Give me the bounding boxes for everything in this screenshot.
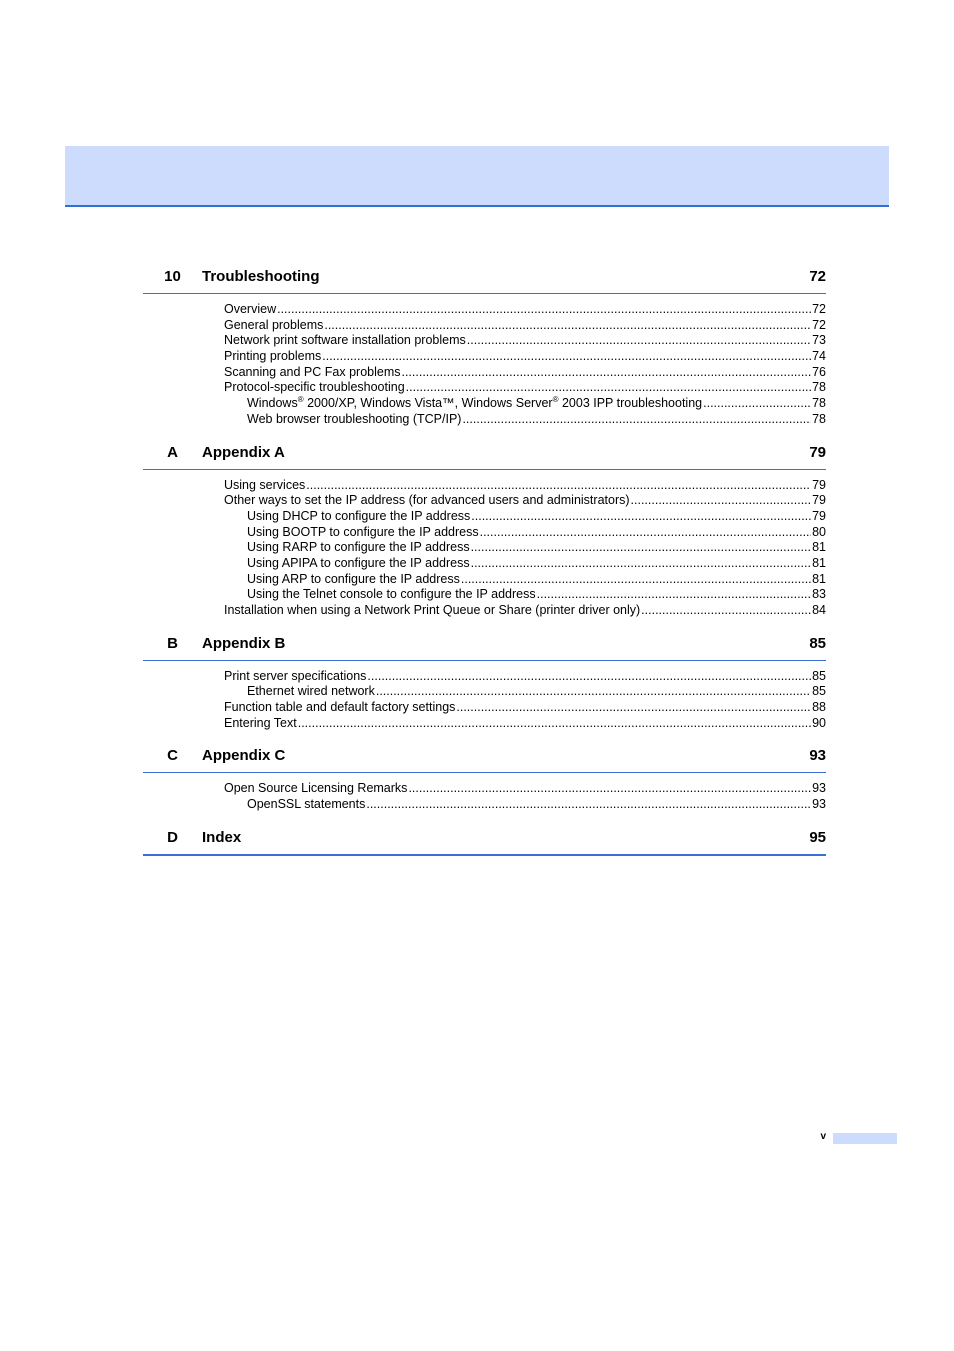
chapter-heading[interactable]: [143, 829, 826, 856]
chapter-number: A: [167, 443, 178, 461]
dot-leader: [366, 797, 811, 813]
toc-entry-title: Open Source Licensing Remarks: [224, 781, 408, 796]
toc-entry-page: 76: [812, 364, 826, 379]
toc-entry[interactable]: [143, 797, 826, 813]
dot-leader: [408, 781, 811, 797]
dot-leader: [471, 509, 811, 525]
toc-entry-page: 93: [812, 797, 826, 812]
toc-entry-page: 73: [812, 333, 826, 348]
toc-entry-title: Using DHCP to configure the IP address: [247, 508, 471, 523]
toc-entry[interactable]: [143, 478, 826, 494]
toc-entry-page: 85: [812, 684, 826, 699]
toc-entry[interactable]: [143, 318, 826, 334]
dot-leader: [306, 478, 811, 494]
toc-entry[interactable]: [143, 380, 826, 396]
toc-entry-title: Scanning and PC Fax problems: [224, 364, 401, 379]
toc-entry[interactable]: [143, 509, 826, 525]
toc-entry-page: 78: [812, 411, 826, 426]
toc-entry-page: 78: [812, 380, 826, 395]
chapter-heading[interactable]: [143, 268, 826, 294]
chapter-page: 95: [809, 828, 826, 846]
toc-entry-title: Windows® 2000/XP, Windows Vista™, Windows Server® 2003 IPP troubleshooting: [247, 396, 703, 411]
toc-entry-title: Ethernet wired network: [247, 684, 375, 699]
toc-entry-title: OpenSSL statements: [247, 797, 366, 812]
dot-leader: [401, 365, 811, 381]
dot-leader: [456, 700, 811, 716]
toc-entry[interactable]: [143, 302, 826, 318]
toc-chapter: [143, 635, 826, 732]
toc-entry[interactable]: [143, 684, 826, 700]
toc-entry[interactable]: [143, 587, 826, 603]
chapter-heading[interactable]: [143, 444, 826, 470]
chapter-title: Appendix C: [202, 747, 286, 765]
toc-entry-title: Network print software installation problems: [224, 333, 466, 348]
chapter-page: 72: [809, 268, 826, 285]
toc-entry-title: Overview: [224, 302, 277, 316]
toc-entry[interactable]: [143, 540, 826, 556]
toc-entry-title: Using RARP to configure the IP address: [247, 540, 470, 555]
toc-entry-page: 88: [812, 700, 826, 715]
chapter-page: 79: [809, 443, 826, 461]
toc-entry-page: 93: [812, 781, 826, 796]
table-of-contents: [143, 268, 826, 872]
toc-entry-title: Function table and default factory settings: [224, 700, 456, 715]
toc-entry-title: Printing problems: [224, 349, 322, 364]
toc-entry[interactable]: [143, 556, 826, 572]
dot-leader: [461, 572, 811, 588]
dot-leader: [298, 716, 811, 732]
toc-entry[interactable]: [143, 603, 826, 619]
dot-leader: [462, 412, 811, 428]
toc-entry[interactable]: [143, 572, 826, 588]
toc-entry-list: [143, 294, 826, 428]
toc-entry-title: Using BOOTP to configure the IP address: [247, 524, 479, 539]
dot-leader: [471, 556, 812, 572]
dot-leader: [376, 684, 811, 700]
toc-entry[interactable]: [143, 349, 826, 365]
dot-leader: [467, 333, 811, 349]
toc-entry-page: 81: [812, 540, 826, 555]
toc-entry[interactable]: [143, 493, 826, 509]
toc-entry[interactable]: [143, 333, 826, 349]
dot-leader: [703, 396, 811, 412]
toc-entry[interactable]: [143, 396, 826, 412]
chapter-page: 85: [809, 634, 826, 652]
toc-entry-page: 79: [812, 508, 826, 523]
dot-leader: [641, 603, 811, 619]
toc-entry[interactable]: [143, 365, 826, 381]
chapter-number: B: [167, 634, 178, 652]
dot-leader: [324, 318, 811, 334]
toc-entry[interactable]: [143, 669, 826, 685]
toc-entry-page: 81: [812, 555, 826, 570]
toc-entry-page: 85: [812, 668, 826, 683]
dot-leader: [537, 587, 811, 603]
toc-entry-title: Entering Text: [224, 715, 297, 730]
toc-entry-page: 78: [812, 396, 826, 411]
toc-chapter: [143, 829, 826, 856]
toc-entry-title: Using APIPA to configure the IP address: [247, 555, 470, 570]
toc-entry-page: 79: [812, 477, 826, 492]
toc-entry-title: Protocol-specific troubleshooting: [224, 380, 405, 395]
toc-entry-title: General problems: [224, 317, 324, 332]
toc-entry-page: 81: [812, 571, 826, 586]
toc-entry-list: [143, 773, 826, 812]
toc-entry-page: 84: [812, 603, 826, 617]
toc-entry[interactable]: [143, 781, 826, 797]
dot-leader: [471, 540, 812, 556]
toc-entry-page: 79: [812, 493, 826, 508]
chapter-number: D: [167, 828, 178, 846]
toc-chapter: [143, 444, 826, 619]
toc-entry[interactable]: [143, 412, 826, 428]
chapter-title: Appendix A: [202, 443, 285, 461]
toc-entry-page: 80: [812, 524, 826, 539]
toc-entry-page: 83: [812, 587, 826, 602]
chapter-title: Troubleshooting: [202, 268, 320, 285]
toc-entry-page: 72: [812, 317, 826, 332]
dot-leader: [322, 349, 811, 365]
toc-entry-page: 74: [812, 349, 826, 364]
dot-leader: [277, 302, 811, 318]
chapter-title: Index: [202, 828, 242, 846]
toc-entry-page: 72: [812, 302, 826, 316]
toc-entry[interactable]: [143, 716, 826, 732]
page-tab-marker: [833, 1133, 897, 1144]
toc-entry-title: Web browser troubleshooting (TCP/IP): [247, 411, 462, 426]
toc-chapter: [143, 268, 826, 428]
dot-leader: [480, 525, 811, 541]
toc-entry-title: Print server specifications: [224, 668, 367, 683]
chapter-heading[interactable]: [143, 635, 826, 661]
toc-chapter: [143, 747, 826, 812]
dot-leader: [631, 493, 812, 509]
toc-entry[interactable]: [143, 700, 826, 716]
header-band: [65, 146, 889, 207]
toc-entry-title: Installation when using a Network Print Queue or Share (printer driver only): [224, 603, 641, 617]
dot-leader: [367, 669, 811, 685]
toc-entry-title: Using the Telnet console to configure the IP address: [247, 587, 536, 602]
toc-entry-title: Using ARP to configure the IP address: [247, 571, 460, 586]
toc-entry-page: 90: [812, 715, 826, 730]
toc-entry[interactable]: [143, 525, 826, 541]
toc-entry-title: Using services: [224, 477, 306, 492]
toc-entry-title: Other ways to set the IP address (for advanced users and administrators): [224, 493, 630, 508]
dot-leader: [406, 380, 811, 396]
chapter-number: C: [167, 747, 178, 765]
chapter-number: 10: [164, 268, 181, 285]
toc-entry-list: [143, 470, 826, 619]
chapter-page: 93: [809, 747, 826, 765]
page-number: v: [820, 1131, 826, 1142]
chapter-title: Appendix B: [202, 634, 286, 652]
toc-entry-list: [143, 661, 826, 732]
chapter-heading[interactable]: [143, 747, 826, 773]
